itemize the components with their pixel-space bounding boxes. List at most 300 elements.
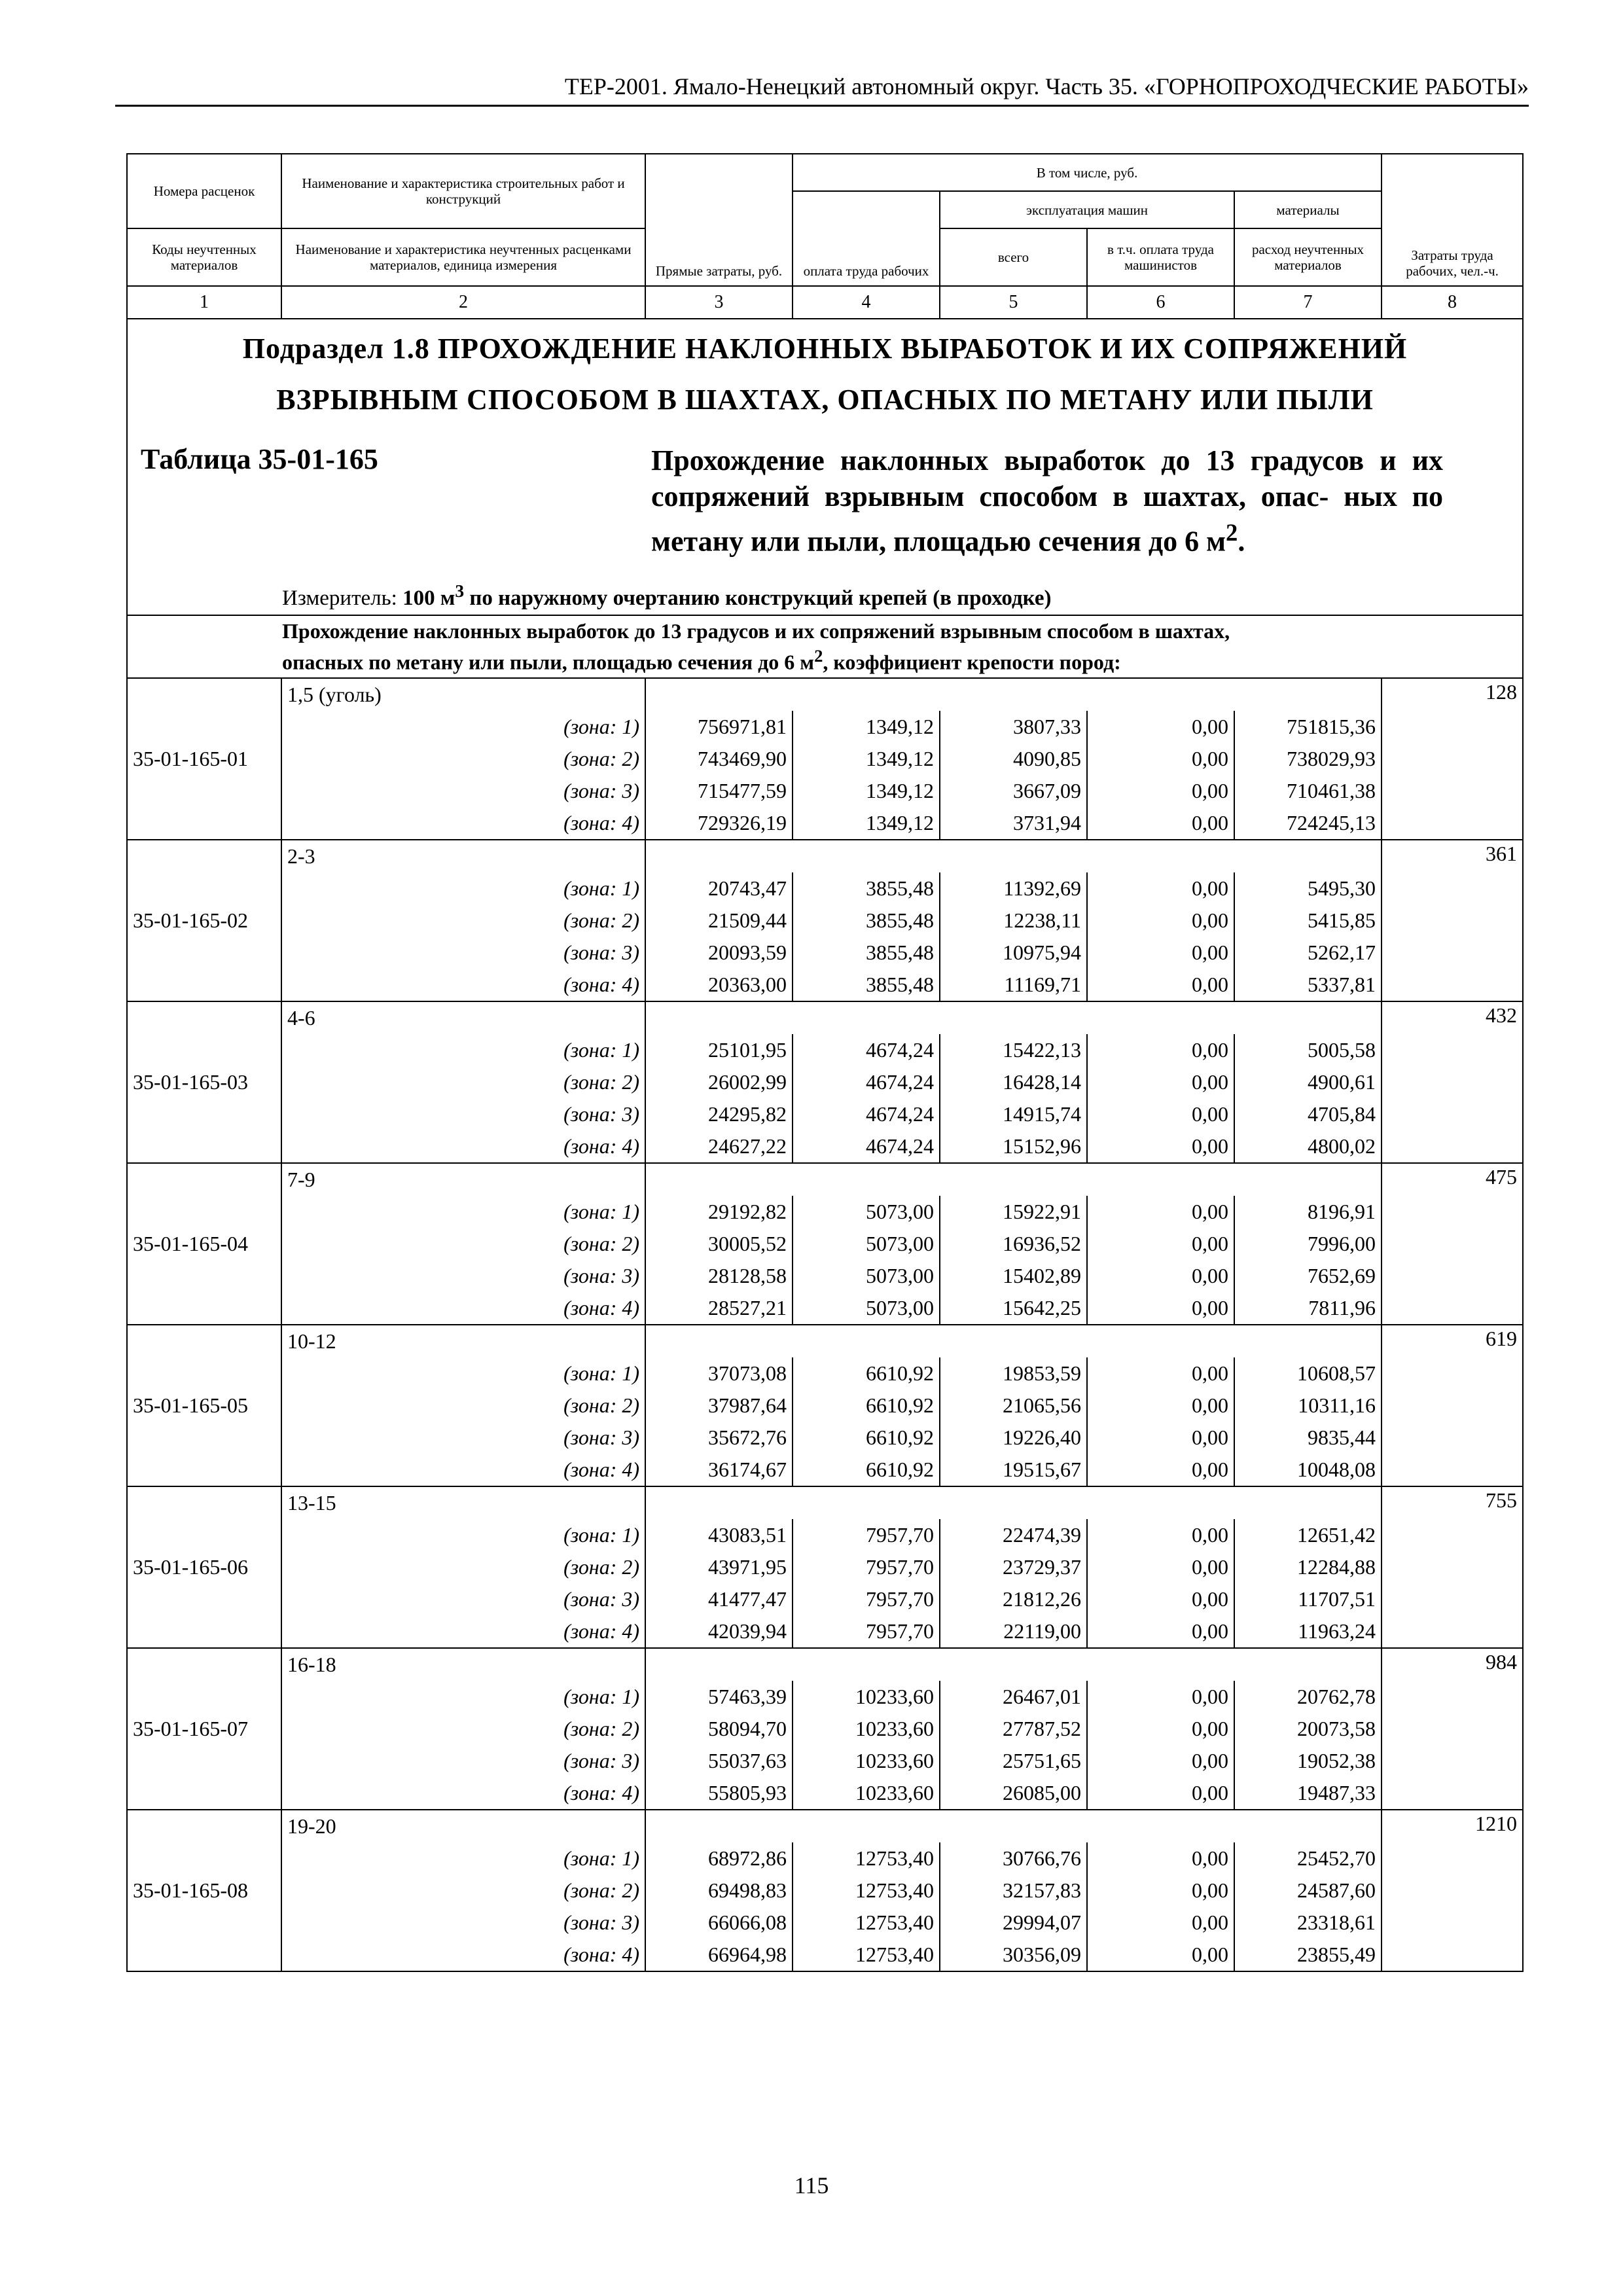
materials-costs: 5337,81: [1234, 969, 1382, 1001]
operator-wages: 0,00: [1087, 1357, 1234, 1390]
worker-wages: 10233,60: [793, 1681, 940, 1713]
machine-costs: 26467,01: [940, 1681, 1087, 1713]
materials-costs: 23855,49: [1234, 1939, 1382, 1971]
operator-wages: 0,00: [1087, 1130, 1234, 1163]
materials-costs: 7811,96: [1234, 1292, 1382, 1325]
zone-label: (зона: 4): [281, 1454, 645, 1486]
operator-wages: 0,00: [1087, 937, 1234, 969]
col-number: 5: [940, 286, 1087, 319]
zone-row: [127, 1196, 1523, 1228]
direct-costs: 28527,21: [645, 1292, 793, 1325]
machine-costs: 11392,69: [940, 872, 1087, 905]
operator-wages: 0,00: [1087, 1519, 1234, 1551]
direct-costs: 24295,82: [645, 1098, 793, 1130]
direct-costs: 729326,19: [645, 807, 793, 840]
operator-wages: 0,00: [1087, 1228, 1234, 1260]
col6-header: в т.ч. оплата труда машинистов: [1087, 228, 1234, 286]
materials-costs: 9835,44: [1234, 1422, 1382, 1454]
worker-wages: 5073,00: [793, 1292, 940, 1325]
direct-costs: 37073,08: [645, 1357, 793, 1390]
table-number: Таблица 35-01-165: [141, 443, 378, 475]
subsection-title: [128, 319, 1522, 425]
zone-label: (зона: 4): [281, 1939, 645, 1971]
worker-wages: 4674,24: [793, 1130, 940, 1163]
materials-costs: 5262,17: [1234, 937, 1382, 969]
worker-wages: 3855,48: [793, 937, 940, 969]
zone-label: (зона: 1): [281, 872, 645, 905]
running-header: ТЕР-2001. Ямало-Ненецкий автономный округ. Часть 35. «ГОРНОПРОХОДЧЕСКИЕ РАБОТЫ»: [564, 73, 1529, 99]
zone-label: (зона: 3): [281, 775, 645, 807]
zone-row: [127, 1907, 1523, 1939]
rate-code: 35-01-165-01: [127, 678, 281, 840]
col5-header: всего: [940, 228, 1087, 286]
operator-wages: 0,00: [1087, 1196, 1234, 1228]
col3-header: Прямые затраты, руб.: [645, 154, 793, 286]
worker-wages: 4674,24: [793, 1098, 940, 1130]
zone-row: [127, 1228, 1523, 1260]
operator-wages: 0,00: [1087, 1615, 1234, 1648]
direct-costs: 30005,52: [645, 1228, 793, 1260]
machine-costs: 16936,52: [940, 1228, 1087, 1260]
rate-code: 35-01-165-04: [127, 1163, 281, 1325]
direct-costs: 41477,47: [645, 1583, 793, 1615]
materials-costs: 23318,61: [1234, 1907, 1382, 1939]
intro-row: [127, 615, 1523, 678]
materials-costs: 20762,78: [1234, 1681, 1382, 1713]
direct-costs: 37987,64: [645, 1390, 793, 1422]
col-number: 6: [1087, 286, 1234, 319]
header-rule: [115, 105, 1529, 107]
zone-row: [127, 1292, 1523, 1325]
col-number: 8: [1382, 286, 1523, 319]
zone-label: (зона: 1): [281, 711, 645, 743]
machine-costs: 19226,40: [940, 1422, 1087, 1454]
zone-label: (зона: 3): [281, 1583, 645, 1615]
operator-wages: 0,00: [1087, 711, 1234, 743]
worker-wages: 7957,70: [793, 1519, 940, 1551]
zone-row: [127, 1260, 1523, 1292]
labor-cost: 432: [1382, 1001, 1523, 1163]
machine-costs: 14915,74: [940, 1098, 1087, 1130]
empty-cells: [645, 678, 1382, 711]
direct-costs: 66066,08: [645, 1907, 793, 1939]
col8-header: Затраты труда рабочих, чел.-ч.: [1382, 154, 1523, 286]
operator-wages: 0,00: [1087, 743, 1234, 775]
rate-code: 35-01-165-07: [127, 1648, 281, 1810]
machine-costs: 15402,89: [940, 1260, 1087, 1292]
title-cell: [127, 319, 1523, 615]
direct-costs: 26002,99: [645, 1066, 793, 1098]
table-name-line3: ных по метану или пыли, площадью сечения до 6 м: [651, 480, 1444, 558]
materials-costs: 24587,60: [1234, 1874, 1382, 1907]
zone-row: [127, 1066, 1523, 1098]
direct-costs: 28128,58: [645, 1260, 793, 1292]
operator-wages: 0,00: [1087, 1066, 1234, 1098]
operator-wages: 0,00: [1087, 1681, 1234, 1713]
zone-label: (зона: 4): [281, 1292, 645, 1325]
rate-code: 35-01-165-02: [127, 840, 281, 1001]
intro-line2: [282, 643, 1517, 675]
col2-header-bottom: Наименование и характеристика неучтенных расценками материалов, единица измерения: [281, 228, 645, 286]
operator-wages: 0,00: [1087, 1390, 1234, 1422]
worker-wages: 12753,40: [793, 1939, 940, 1971]
materials-header: материалы: [1234, 191, 1382, 228]
materials-costs: 19052,38: [1234, 1745, 1382, 1777]
rate-parameter: 1,5 (уголь): [281, 678, 645, 711]
materials-costs: 10311,16: [1234, 1390, 1382, 1422]
zone-label: (зона: 4): [281, 1777, 645, 1810]
worker-wages: 5073,00: [793, 1260, 940, 1292]
zone-row: [127, 1939, 1523, 1971]
operator-wages: 0,00: [1087, 905, 1234, 937]
data-body: [127, 678, 1523, 1971]
operator-wages: 0,00: [1087, 872, 1234, 905]
worker-wages: 6610,92: [793, 1454, 940, 1486]
machine-costs: 3731,94: [940, 807, 1087, 840]
rate-parameter: 10-12: [281, 1325, 645, 1357]
materials-costs: 12284,88: [1234, 1551, 1382, 1583]
direct-costs: 43083,51: [645, 1519, 793, 1551]
materials-costs: 4705,84: [1234, 1098, 1382, 1130]
table-heading: [128, 439, 1522, 577]
zone-row: [127, 1422, 1523, 1454]
rate-group-header-row: [127, 1486, 1523, 1519]
zone-label: (зона: 4): [281, 807, 645, 840]
materials-costs: 11963,24: [1234, 1615, 1382, 1648]
worker-wages: 3855,48: [793, 905, 940, 937]
empty-cells: [645, 1001, 1382, 1034]
worker-wages: 10233,60: [793, 1713, 940, 1745]
intro-superscript: 2: [814, 646, 823, 666]
materials-costs: 5005,58: [1234, 1034, 1382, 1066]
intro-line2-text: опасных по метану или пыли, площадью сечения до 6 м: [282, 650, 815, 674]
machine-costs: 16428,14: [940, 1066, 1087, 1098]
machine-costs: 15922,91: [940, 1196, 1087, 1228]
materials-costs: 20073,58: [1234, 1713, 1382, 1745]
zone-label: (зона: 4): [281, 1615, 645, 1648]
worker-wages: 5073,00: [793, 1228, 940, 1260]
zone-label: (зона: 2): [281, 1713, 645, 1745]
unit-value: 100 м: [402, 586, 455, 610]
labor-cost: 128: [1382, 678, 1523, 840]
machine-costs: 32157,83: [940, 1874, 1087, 1907]
rate-group-header-row: [127, 1648, 1523, 1681]
col-number: 7: [1234, 286, 1382, 319]
machine-costs: 21812,26: [940, 1583, 1087, 1615]
machine-costs: 15152,96: [940, 1130, 1087, 1163]
rate-parameter: 19-20: [281, 1810, 645, 1842]
direct-costs: 29192,82: [645, 1196, 793, 1228]
zone-row: [127, 1615, 1523, 1648]
materials-costs: 25452,70: [1234, 1842, 1382, 1874]
direct-costs: 756971,81: [645, 711, 793, 743]
worker-wages: 12753,40: [793, 1874, 940, 1907]
zone-row: [127, 1713, 1523, 1745]
machine-costs: 27787,52: [940, 1713, 1087, 1745]
rate-group-header-row: [127, 1810, 1523, 1842]
machine-costs: 4090,85: [940, 743, 1087, 775]
rate-code: 35-01-165-08: [127, 1810, 281, 1971]
intro-line1: Прохождение наклонных выработок до 13 градусов и их сопряжений взрывным способом в шахтах,: [282, 619, 1230, 643]
operator-wages: 0,00: [1087, 1777, 1234, 1810]
labor-cost: 755: [1382, 1486, 1523, 1648]
zone-row: [127, 1874, 1523, 1907]
direct-costs: 715477,59: [645, 775, 793, 807]
zone-label: (зона: 3): [281, 937, 645, 969]
zone-row: [127, 1454, 1523, 1486]
zone-row: [127, 1745, 1523, 1777]
direct-costs: 57463,39: [645, 1681, 793, 1713]
intro-line2-end: , коэффициент крепости пород:: [823, 650, 1121, 674]
unit-rest: по наружному очертанию конструкций крепей (в проходке): [464, 586, 1052, 610]
machine-costs: 21065,56: [940, 1390, 1087, 1422]
machine-costs: 25751,65: [940, 1745, 1087, 1777]
zone-label: (зона: 3): [281, 1098, 645, 1130]
page-number: 115: [794, 2172, 829, 2198]
col-number: 1: [127, 286, 281, 319]
zone-label: (зона: 2): [281, 905, 645, 937]
zone-label: (зона: 1): [281, 1357, 645, 1390]
direct-costs: 24627,22: [645, 1130, 793, 1163]
zone-row: [127, 872, 1523, 905]
materials-costs: 4900,61: [1234, 1066, 1382, 1098]
empty-cells: [645, 1486, 1382, 1519]
zone-row: [127, 1519, 1523, 1551]
zone-label: (зона: 4): [281, 969, 645, 1001]
materials-costs: 724245,13: [1234, 807, 1382, 840]
unit-line: [128, 577, 1522, 615]
operator-wages: 0,00: [1087, 1745, 1234, 1777]
subsection-title-line1: Подраздел 1.8 ПРОХОЖДЕНИЕ НАКЛОННЫХ ВЫРАБОТОК И ИХ СОПРЯЖЕНИЙ: [242, 332, 1408, 365]
worker-wages: 12753,40: [793, 1907, 940, 1939]
worker-wages: 4674,24: [793, 1066, 940, 1098]
machine-costs: 26085,00: [940, 1777, 1087, 1810]
zone-row: [127, 1583, 1523, 1615]
direct-costs: 58094,70: [645, 1713, 793, 1745]
zone-row: [127, 1551, 1523, 1583]
rate-parameter: 13-15: [281, 1486, 645, 1519]
direct-costs: 20363,00: [645, 969, 793, 1001]
operator-wages: 0,00: [1087, 1034, 1234, 1066]
zone-label: (зона: 1): [281, 1519, 645, 1551]
zone-label: (зона: 3): [281, 1745, 645, 1777]
machine-costs: 22474,39: [940, 1519, 1087, 1551]
intro-cell: [127, 615, 1523, 678]
col2-header-top: Наименование и характеристика строительных работ и конструкций: [281, 154, 645, 228]
zone-label: (зона: 3): [281, 1422, 645, 1454]
rate-group-header-row: [127, 1163, 1523, 1196]
operator-wages: 0,00: [1087, 1454, 1234, 1486]
worker-wages: 7957,70: [793, 1615, 940, 1648]
col7-header: расход неучтенных материалов: [1234, 228, 1382, 286]
zone-label: (зона: 2): [281, 1551, 645, 1583]
rate-group-header-row: [127, 1325, 1523, 1357]
operator-wages: 0,00: [1087, 1842, 1234, 1874]
worker-wages: 5073,00: [793, 1196, 940, 1228]
zone-row: [127, 1098, 1523, 1130]
rate-code: 35-01-165-03: [127, 1001, 281, 1163]
materials-costs: 7996,00: [1234, 1228, 1382, 1260]
direct-costs: 68972,86: [645, 1842, 793, 1874]
direct-costs: 20093,59: [645, 937, 793, 969]
direct-costs: 55037,63: [645, 1745, 793, 1777]
worker-wages: 7957,70: [793, 1551, 940, 1583]
machine-costs: 30356,09: [940, 1939, 1087, 1971]
rate-parameter: 2-3: [281, 840, 645, 872]
zone-label: (зона: 3): [281, 1907, 645, 1939]
column-number-row: [127, 286, 1523, 319]
col1-header-bottom: Коды неучтенных материалов: [127, 228, 281, 286]
table-name: [651, 442, 1443, 560]
empty-cells: [645, 1163, 1382, 1196]
direct-costs: 69498,83: [645, 1874, 793, 1907]
zone-row: [127, 775, 1523, 807]
operator-wages: 0,00: [1087, 1907, 1234, 1939]
zone-row: [127, 969, 1523, 1001]
rate-parameter: 16-18: [281, 1648, 645, 1681]
unit-superscript: 3: [455, 581, 465, 601]
worker-wages: 4674,24: [793, 1034, 940, 1066]
machine-costs: 11169,71: [940, 969, 1087, 1001]
materials-costs: 12651,42: [1234, 1519, 1382, 1551]
operator-wages: 0,00: [1087, 1713, 1234, 1745]
subsection-title-line2: ВЗРЫВНЫМ СПОСОБОМ В ШАХТАХ, ОПАСНЫХ ПО МЕТАНУ ИЛИ ПЫЛИ: [276, 384, 1374, 416]
operator-wages: 0,00: [1087, 807, 1234, 840]
empty-cells: [645, 1648, 1382, 1681]
zone-row: [127, 1130, 1523, 1163]
operator-wages: 0,00: [1087, 1098, 1234, 1130]
machine-costs: 29994,07: [940, 1907, 1087, 1939]
empty-cells: [645, 1810, 1382, 1842]
worker-wages: 3855,48: [793, 872, 940, 905]
materials-costs: 19487,33: [1234, 1777, 1382, 1810]
rates-table: [126, 153, 1524, 1972]
table-name-line2: их сопряжений взрывным способом в шахтах, опас-: [651, 444, 1444, 512]
zone-label: (зона: 2): [281, 1228, 645, 1260]
zone-row: [127, 807, 1523, 840]
materials-costs: 751815,36: [1234, 711, 1382, 743]
labor-cost: 361: [1382, 840, 1523, 1001]
zone-row: [127, 711, 1523, 743]
worker-wages: 12753,40: [793, 1842, 940, 1874]
zone-label: (зона: 1): [281, 1034, 645, 1066]
zone-row: [127, 937, 1523, 969]
materials-costs: 710461,38: [1234, 775, 1382, 807]
rate-group-header-row: [127, 1001, 1523, 1034]
zone-row: [127, 905, 1523, 937]
machine-costs: 15422,13: [940, 1034, 1087, 1066]
operator-wages: 0,00: [1087, 775, 1234, 807]
direct-costs: 20743,47: [645, 872, 793, 905]
col-number: 4: [793, 286, 940, 319]
direct-costs: 66964,98: [645, 1939, 793, 1971]
materials-costs: 10048,08: [1234, 1454, 1382, 1486]
direct-costs: 55805,93: [645, 1777, 793, 1810]
machine-costs: 22119,00: [940, 1615, 1087, 1648]
operator-wages: 0,00: [1087, 1939, 1234, 1971]
col-number: 3: [645, 286, 793, 319]
worker-wages: 1349,12: [793, 807, 940, 840]
operator-wages: 0,00: [1087, 969, 1234, 1001]
zone-label: (зона: 1): [281, 1842, 645, 1874]
zone-label: (зона: 2): [281, 1874, 645, 1907]
zone-row: [127, 1681, 1523, 1713]
zone-label: (зона: 2): [281, 1066, 645, 1098]
zone-label: (зона: 1): [281, 1681, 645, 1713]
rate-code: 35-01-165-05: [127, 1325, 281, 1486]
table-name-end: .: [1238, 525, 1245, 558]
worker-wages: 7957,70: [793, 1583, 940, 1615]
title-row: [127, 319, 1523, 615]
zone-label: (зона: 2): [281, 1390, 645, 1422]
zone-row: [127, 1777, 1523, 1810]
table-name-superscript: 2: [1226, 519, 1238, 546]
labor-cost: 619: [1382, 1325, 1523, 1486]
direct-costs: 35672,76: [645, 1422, 793, 1454]
col4-header: оплата труда рабочих: [793, 191, 940, 286]
machine-costs: 19853,59: [940, 1357, 1087, 1390]
machine-costs: 23729,37: [940, 1551, 1087, 1583]
machine-costs: 12238,11: [940, 905, 1087, 937]
operator-wages: 0,00: [1087, 1583, 1234, 1615]
col1-header-top: Номера расценок: [127, 154, 281, 228]
direct-costs: 36174,67: [645, 1454, 793, 1486]
worker-wages: 10233,60: [793, 1745, 940, 1777]
materials-costs: 5495,30: [1234, 872, 1382, 905]
empty-cells: [645, 1325, 1382, 1357]
worker-wages: 3855,48: [793, 969, 940, 1001]
machine-costs: 15642,25: [940, 1292, 1087, 1325]
labor-cost: 1210: [1382, 1810, 1523, 1971]
rate-parameter: 7-9: [281, 1163, 645, 1196]
materials-costs: 11707,51: [1234, 1583, 1382, 1615]
zone-label: (зона: 2): [281, 743, 645, 775]
col-number: 2: [281, 286, 645, 319]
zone-label: (зона: 3): [281, 1260, 645, 1292]
materials-costs: 5415,85: [1234, 905, 1382, 937]
materials-costs: 10608,57: [1234, 1357, 1382, 1390]
zone-label: (зона: 4): [281, 1130, 645, 1163]
unit-label: Измеритель:: [282, 586, 403, 610]
rate-code: 35-01-165-06: [127, 1486, 281, 1648]
table-name-line1: Прохождение наклонных выработок до 13 градусов и: [651, 444, 1397, 476]
machines-header: эксплуатация машин: [940, 191, 1234, 228]
empty-cells: [645, 840, 1382, 872]
machine-costs: 3807,33: [940, 711, 1087, 743]
direct-costs: 21509,44: [645, 905, 793, 937]
operator-wages: 0,00: [1087, 1874, 1234, 1907]
materials-costs: 4800,02: [1234, 1130, 1382, 1163]
operator-wages: 0,00: [1087, 1551, 1234, 1583]
operator-wages: 0,00: [1087, 1292, 1234, 1325]
zone-row: [127, 1357, 1523, 1390]
worker-wages: 10233,60: [793, 1777, 940, 1810]
header-row-1: [127, 154, 1523, 191]
worker-wages: 1349,12: [793, 743, 940, 775]
zone-row: [127, 1390, 1523, 1422]
labor-cost: 984: [1382, 1648, 1523, 1810]
worker-wages: 6610,92: [793, 1422, 940, 1454]
materials-costs: 8196,91: [1234, 1196, 1382, 1228]
zone-row: [127, 743, 1523, 775]
labor-cost: 475: [1382, 1163, 1523, 1325]
included-header: В том числе, руб.: [793, 154, 1382, 191]
operator-wages: 0,00: [1087, 1260, 1234, 1292]
zone-label: (зона: 1): [281, 1196, 645, 1228]
direct-costs: 43971,95: [645, 1551, 793, 1583]
rate-group-header-row: [127, 678, 1523, 711]
direct-costs: 25101,95: [645, 1034, 793, 1066]
